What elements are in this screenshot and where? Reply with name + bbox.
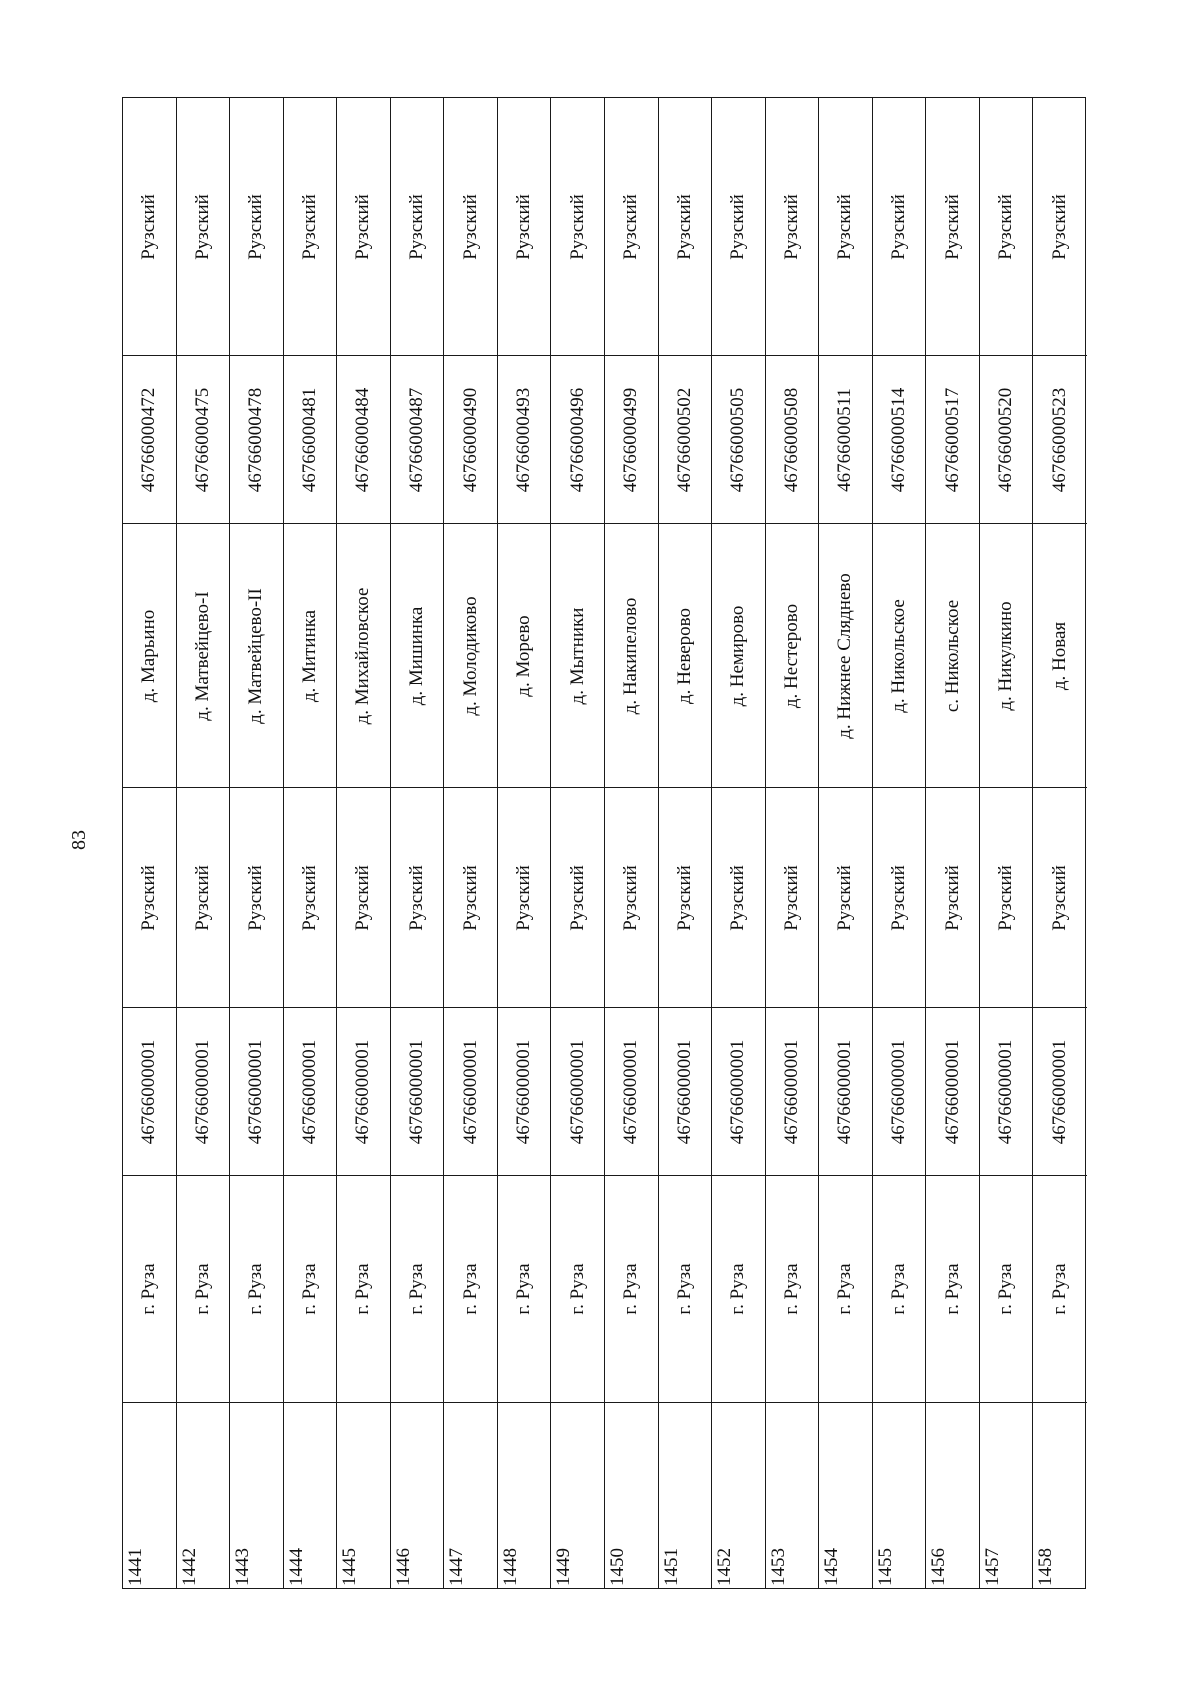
table-cell-district2 (177, 98, 230, 356)
table-cell-okato1 (498, 1008, 551, 1176)
table-cell-district1 (177, 788, 230, 1008)
cell-text: Рузский (352, 193, 374, 260)
table-cell-district1 (819, 788, 872, 1008)
table-cell-locality (712, 524, 765, 788)
table-cell-district2 (712, 98, 765, 356)
table-cell-locality (980, 524, 1033, 788)
cell-text: 46766000001 (995, 1039, 1017, 1144)
table-cell-locality (551, 524, 604, 788)
table-row (123, 98, 177, 1588)
table-cell-city (444, 1176, 497, 1403)
cell-text: 1452 (714, 1548, 736, 1586)
cell-text: г. Руза (941, 1263, 963, 1315)
table-row (444, 98, 498, 1588)
cell-text: Рузский (673, 864, 695, 931)
cell-text: г. Руза (298, 1263, 320, 1315)
table-cell-okato2 (337, 356, 390, 524)
table-cell-num (444, 1403, 497, 1590)
table-cell-okato1 (230, 1008, 283, 1176)
table-cell-district2 (498, 98, 551, 356)
table-cell-city (337, 1176, 390, 1403)
table-cell-district1 (230, 788, 283, 1008)
cell-text: 1449 (553, 1548, 575, 1586)
table-row (551, 98, 605, 1588)
table-cell-city (551, 1176, 604, 1403)
table-cell-district2 (980, 98, 1033, 356)
table-cell-city (391, 1176, 444, 1403)
cell-text: д. Матвейцево-I (191, 590, 213, 721)
table-cell-city (1033, 1176, 1087, 1403)
cell-text: 46766000523 (1049, 387, 1071, 492)
cell-text: 46766000001 (513, 1039, 535, 1144)
table-cell-num (391, 1403, 444, 1590)
table-cell-okato1 (873, 1008, 926, 1176)
cell-text: 46766000001 (245, 1039, 267, 1144)
table-cell-okato1 (819, 1008, 872, 1176)
table-row (873, 98, 927, 1588)
cell-text: Рузский (513, 193, 535, 260)
cell-text: Рузский (138, 864, 160, 931)
table-cell-district2 (337, 98, 390, 356)
cell-text: с. Никольское (941, 599, 963, 712)
table-cell-district1 (337, 788, 390, 1008)
cell-text: Рузский (566, 864, 588, 931)
table-cell-district2 (230, 98, 283, 356)
table-cell-district1 (284, 788, 337, 1008)
cell-text: д. Митинка (298, 609, 320, 702)
cell-text: 46766000493 (513, 387, 535, 492)
cell-text: 1455 (874, 1548, 896, 1586)
table-cell-okato2 (980, 356, 1033, 524)
table-cell-okato2 (444, 356, 497, 524)
table-cell-okato1 (1033, 1008, 1087, 1176)
cell-text: Рузский (620, 864, 642, 931)
cell-text: г. Руза (513, 1263, 535, 1315)
table-row (605, 98, 659, 1588)
cell-text: д. Новая (1049, 621, 1071, 690)
cell-text: Рузский (834, 193, 856, 260)
table-cell-district1 (1033, 788, 1087, 1008)
cell-text: Рузский (780, 193, 802, 260)
table-cell-okato1 (766, 1008, 819, 1176)
table-cell-district2 (444, 98, 497, 356)
table-cell-okato1 (551, 1008, 604, 1176)
cell-text: 46766000508 (780, 387, 802, 492)
cell-text: г. Руза (459, 1263, 481, 1315)
table-cell-num (123, 1403, 176, 1590)
table-cell-district2 (391, 98, 444, 356)
cell-text: Рузский (780, 864, 802, 931)
table-cell-locality (498, 524, 551, 788)
table-cell-okato1 (284, 1008, 337, 1176)
table-cell-district1 (498, 788, 551, 1008)
cell-text: 46766000487 (406, 387, 428, 492)
table-cell-num (230, 1403, 283, 1590)
table-cell-locality (819, 524, 872, 788)
cell-text: 1456 (928, 1548, 950, 1586)
cell-text: г. Руза (406, 1263, 428, 1315)
cell-text: Рузский (1049, 864, 1071, 931)
table-cell-okato2 (1033, 356, 1087, 524)
table-cell-district1 (659, 788, 712, 1008)
cell-text: г. Руза (245, 1263, 267, 1315)
table-cell-num (1033, 1403, 1087, 1590)
cell-text: Рузский (727, 193, 749, 260)
table-cell-locality (605, 524, 658, 788)
cell-text: 1454 (821, 1548, 843, 1586)
cell-text: 46766000001 (406, 1039, 428, 1144)
cell-text: Рузский (191, 193, 213, 260)
table-cell-district2 (284, 98, 337, 356)
cell-text: 1450 (607, 1548, 628, 1586)
table-row (712, 98, 766, 1588)
cell-text: г. Руза (834, 1263, 856, 1315)
cell-text: Рузский (406, 864, 428, 931)
cell-text: 46766000001 (191, 1039, 213, 1144)
table-row (926, 98, 980, 1588)
cell-text: 46766000484 (352, 387, 374, 492)
table-cell-okato2 (712, 356, 765, 524)
cell-text: г. Руза (352, 1263, 374, 1315)
page-number: 83 (68, 830, 90, 850)
table-cell-district2 (819, 98, 872, 356)
table-cell-locality (926, 524, 979, 788)
table-cell-city (659, 1176, 712, 1403)
table-row (230, 98, 284, 1588)
table-cell-district2 (123, 98, 176, 356)
table-cell-locality (1033, 524, 1087, 788)
table-cell-num (284, 1403, 337, 1590)
cell-text: 46766000481 (298, 387, 320, 492)
cell-text: Рузский (673, 193, 695, 260)
table-cell-okato1 (926, 1008, 979, 1176)
cell-text: 1453 (767, 1548, 789, 1586)
cell-text: 46766000520 (995, 387, 1017, 492)
table-row (1033, 98, 1087, 1588)
cell-text: 1448 (499, 1548, 521, 1586)
cell-text: д. Мишинка (406, 606, 428, 705)
cell-text: Рузский (406, 193, 428, 260)
cell-text: 46766000475 (191, 387, 213, 492)
table-cell-city (980, 1176, 1033, 1403)
table-cell-okato1 (659, 1008, 712, 1176)
table-cell-okato1 (337, 1008, 390, 1176)
table-cell-okato1 (980, 1008, 1033, 1176)
table-cell-city (605, 1176, 658, 1403)
table-cell-num (819, 1403, 872, 1590)
table-cell-locality (123, 524, 176, 788)
table-cell-num (659, 1403, 712, 1590)
cell-text: г. Руза (620, 1263, 642, 1315)
cell-text: 46766000001 (673, 1039, 695, 1144)
cell-text: г. Руза (727, 1263, 749, 1315)
table-cell-district2 (766, 98, 819, 356)
table-row (659, 98, 713, 1588)
table-row (766, 98, 820, 1588)
cell-text: 46766000496 (566, 387, 588, 492)
table-cell-okato2 (123, 356, 176, 524)
table-cell-district1 (605, 788, 658, 1008)
table-cell-num (498, 1403, 551, 1590)
cell-text: 46766000001 (941, 1039, 963, 1144)
cell-text: д. Матвейцево-II (245, 587, 267, 724)
cell-text: 1457 (981, 1548, 1003, 1586)
table-cell-city (498, 1176, 551, 1403)
cell-text: 1446 (392, 1548, 414, 1586)
cell-text: Рузский (620, 193, 642, 260)
table-cell-num (551, 1403, 604, 1590)
cell-text: Рузский (513, 864, 535, 931)
cell-text: 1458 (1035, 1548, 1057, 1586)
table-cell-locality (873, 524, 926, 788)
table-row (498, 98, 552, 1588)
table-cell-okato2 (926, 356, 979, 524)
cell-text: Рузский (245, 193, 267, 260)
table-cell-district1 (873, 788, 926, 1008)
table-cell-okato2 (605, 356, 658, 524)
cell-text: 1443 (232, 1548, 254, 1586)
cell-text: 1442 (178, 1548, 200, 1586)
cell-text: 46766000001 (888, 1039, 910, 1144)
table-cell-district2 (551, 98, 604, 356)
table-cell-district1 (766, 788, 819, 1008)
cell-text: 46766000001 (780, 1039, 802, 1144)
table-cell-okato2 (284, 356, 337, 524)
cell-text: г. Руза (566, 1263, 588, 1315)
table-cell-locality (391, 524, 444, 788)
cell-text: д. Накипелово (620, 597, 642, 714)
cell-text: 1444 (285, 1548, 307, 1586)
table-cell-district2 (1033, 98, 1087, 356)
cell-text: Рузский (298, 193, 320, 260)
cell-text: д. Михайловское (352, 587, 374, 724)
table-cell-okato2 (230, 356, 283, 524)
cell-text: Рузский (995, 864, 1017, 931)
cell-text: Рузский (298, 864, 320, 931)
cell-text: 1445 (339, 1548, 361, 1586)
cell-text: 46766000514 (888, 387, 910, 492)
table-cell-city (712, 1176, 765, 1403)
cell-text: д. Морево (513, 614, 535, 697)
cell-text: Рузский (352, 864, 374, 931)
table-cell-num (712, 1403, 765, 1590)
table-cell-city (284, 1176, 337, 1403)
cell-text: г. Руза (780, 1263, 802, 1315)
cell-text: Рузский (138, 193, 160, 260)
cell-text: 46766000478 (245, 387, 267, 492)
cell-text: Рузский (888, 864, 910, 931)
cell-text: г. Руза (673, 1263, 695, 1315)
table-cell-district1 (980, 788, 1033, 1008)
table-cell-num (605, 1403, 658, 1590)
table-cell-locality (337, 524, 390, 788)
cell-text: 46766000001 (620, 1039, 642, 1144)
table-cell-num (980, 1403, 1033, 1590)
cell-text: Рузский (995, 193, 1017, 260)
table-cell-okato1 (444, 1008, 497, 1176)
cell-text: Рузский (941, 193, 963, 260)
cell-text: 46766000001 (834, 1039, 856, 1144)
table-row (177, 98, 231, 1588)
cell-text: Рузский (888, 193, 910, 260)
cell-text: 46766000001 (138, 1039, 160, 1144)
table-cell-district2 (659, 98, 712, 356)
cell-text: Рузский (245, 864, 267, 931)
cell-text: 46766000490 (459, 387, 481, 492)
table-cell-okato2 (819, 356, 872, 524)
cell-text: д. Никольское (888, 598, 910, 713)
table-row (819, 98, 873, 1588)
cell-text: д. Никулкино (995, 600, 1017, 711)
table-cell-city (926, 1176, 979, 1403)
cell-text: 46766000499 (620, 387, 642, 492)
cell-text: г. Руза (191, 1263, 213, 1315)
table-cell-city (873, 1176, 926, 1403)
cell-text: 1447 (446, 1548, 468, 1586)
table-cell-district1 (551, 788, 604, 1008)
cell-text: 46766000517 (941, 387, 963, 492)
table-cell-district2 (605, 98, 658, 356)
table-cell-okato1 (177, 1008, 230, 1176)
cell-text: 46766000472 (138, 387, 160, 492)
table-cell-okato2 (873, 356, 926, 524)
table-cell-locality (766, 524, 819, 788)
table-row (391, 98, 445, 1588)
cell-text: 46766000001 (298, 1039, 320, 1144)
cell-text: Рузский (459, 864, 481, 931)
table-cell-locality (230, 524, 283, 788)
cell-text: 46766000001 (566, 1039, 588, 1144)
table-cell-okato2 (766, 356, 819, 524)
cell-text: Рузский (1049, 193, 1071, 260)
cell-text: Рузский (834, 864, 856, 931)
cell-text: Рузский (941, 864, 963, 931)
table-cell-num (873, 1403, 926, 1590)
table-row (337, 98, 391, 1588)
table-cell-okato2 (177, 356, 230, 524)
table-cell-city (819, 1176, 872, 1403)
table-cell-city (766, 1176, 819, 1403)
table-cell-okato2 (391, 356, 444, 524)
table-cell-district1 (391, 788, 444, 1008)
table-cell-okato2 (498, 356, 551, 524)
table-row (284, 98, 338, 1588)
cell-text: г. Руза (995, 1263, 1017, 1315)
cell-text: г. Руза (1049, 1263, 1071, 1315)
table-cell-district2 (926, 98, 979, 356)
table-cell-district1 (444, 788, 497, 1008)
data-table (122, 97, 1086, 1589)
table-cell-locality (444, 524, 497, 788)
table-cell-num (926, 1403, 979, 1590)
table-cell-district1 (712, 788, 765, 1008)
cell-text: 46766000001 (727, 1039, 749, 1144)
cell-text: Рузский (566, 193, 588, 260)
table-cell-okato2 (551, 356, 604, 524)
cell-text: Рузский (459, 193, 481, 260)
cell-text: г. Руза (138, 1263, 160, 1315)
cell-text: 46766000502 (673, 387, 695, 492)
table-cell-okato1 (391, 1008, 444, 1176)
table-cell-district1 (123, 788, 176, 1008)
table-cell-district2 (873, 98, 926, 356)
cell-text: д. Немирово (727, 605, 749, 706)
table-cell-district1 (926, 788, 979, 1008)
table-cell-okato1 (123, 1008, 176, 1176)
cell-text: д. Молодиково (459, 595, 481, 716)
table-cell-locality (284, 524, 337, 788)
cell-text: 1441 (125, 1548, 146, 1586)
cell-text: 46766000001 (459, 1039, 481, 1144)
cell-text: д. Неверово (673, 607, 695, 704)
cell-text: 46766000001 (352, 1039, 374, 1144)
table-cell-city (123, 1176, 176, 1403)
cell-text: Рузский (191, 864, 213, 931)
cell-text: д. Марьино (138, 609, 160, 702)
cell-text: Рузский (727, 864, 749, 931)
table-cell-num (766, 1403, 819, 1590)
cell-text: 46766000505 (727, 387, 749, 492)
table-cell-num (337, 1403, 390, 1590)
table-cell-city (230, 1176, 283, 1403)
table-cell-locality (177, 524, 230, 788)
cell-text: д. Мытники (566, 607, 588, 704)
cell-text: д. Нижнее Сляднево (834, 572, 856, 739)
table-cell-okato1 (712, 1008, 765, 1176)
table-row (980, 98, 1034, 1588)
table-cell-locality (659, 524, 712, 788)
cell-text: 46766000511 (834, 387, 856, 492)
table-cell-num (177, 1403, 230, 1590)
table-cell-city (177, 1176, 230, 1403)
cell-text: 1451 (660, 1548, 682, 1586)
cell-text: г. Руза (888, 1263, 910, 1315)
table-cell-okato2 (659, 356, 712, 524)
table-cell-okato1 (605, 1008, 658, 1176)
cell-text: д. Нестерово (780, 603, 802, 708)
cell-text: 46766000001 (1049, 1039, 1071, 1144)
